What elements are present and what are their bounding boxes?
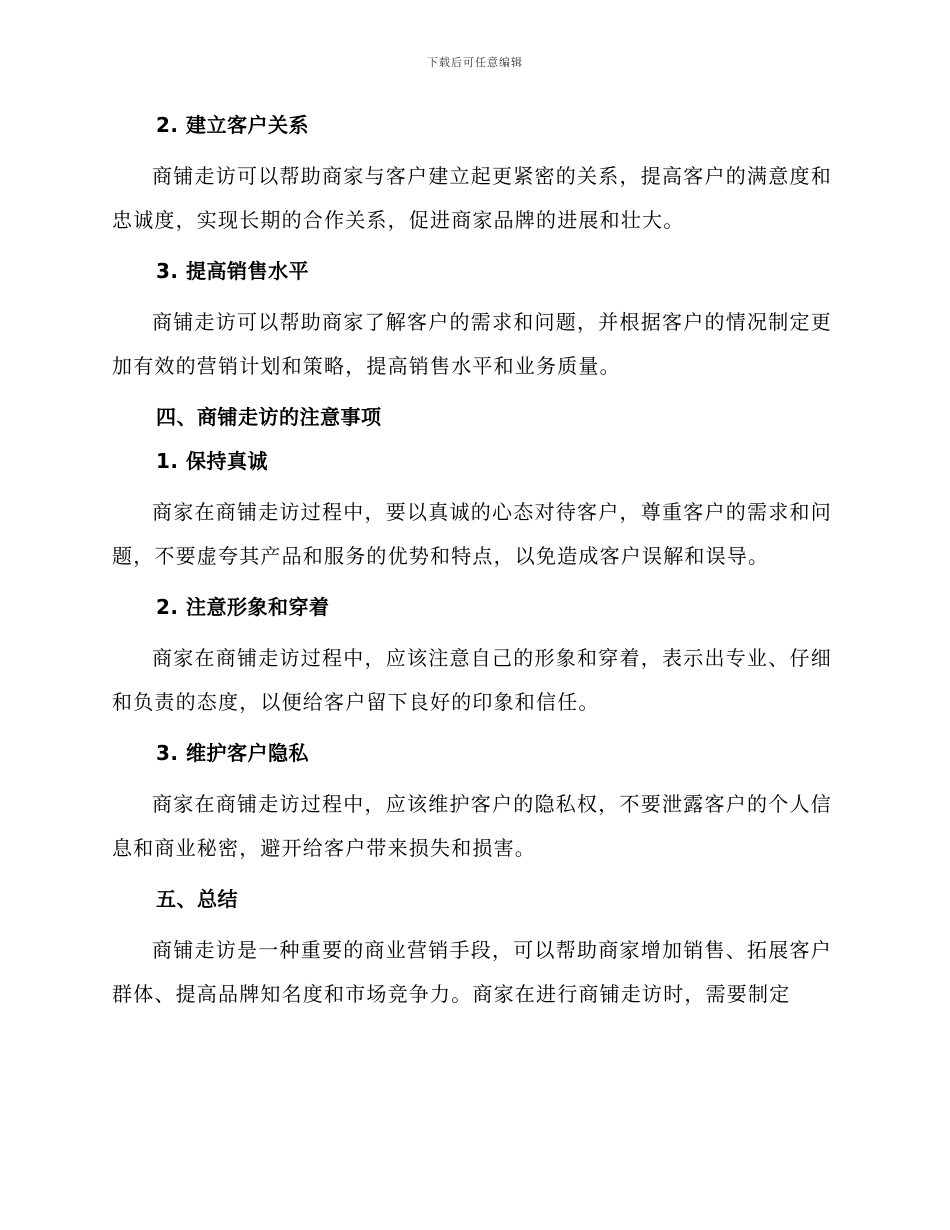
- section-heading-privacy: 3. 维护客户隐私: [156, 741, 309, 765]
- paragraph-sincerity: 商家在商铺走访过程中，要以真诚的心态对待客户，尊重客户的需求和问题，不要虚夸其产品和服务的优势和特点，以免造成客户误解和误导。: [112, 500, 832, 568]
- paragraph-appearance: 商家在商铺走访过程中，应该注意自己的形象和穿着，表示出专业、仔细和负责的态度，以便给客户留下良好的印象和信任。: [112, 646, 832, 714]
- section-heading-appearance: 2. 注意形象和穿着: [156, 595, 330, 619]
- section-heading-build-relationship: 2. 建立客户关系: [156, 113, 309, 137]
- document-body: [112, 110, 832, 1016]
- chapter-heading-summary: 五、总结: [156, 887, 238, 911]
- paragraph-build-relationship: 商铺走访可以帮助商家与客户建立起更紧密的关系，提高客户的满意度和忠诚度，实现长期的合作关系，促进商家品牌的进展和壮大。: [112, 164, 832, 232]
- section-heading-improve-sales: 3. 提高销售水平: [156, 259, 309, 283]
- paragraph-summary: 商铺走访是一种重要的商业营销手段，可以帮助商家增加销售、拓展客户群体、提高品牌知名度和市场竞争力。商家在进行商铺走访时，需要制定: [112, 938, 832, 1006]
- chapter-heading-precautions: 四、商铺走访的注意事项: [156, 405, 382, 429]
- paragraph-improve-sales: 商铺走访可以帮助商家了解客户的需求和问题，并根据客户的情况制定更加有效的营销计划和策略，提高销售水平和业务质量。: [112, 310, 832, 378]
- section-heading-sincerity: 1. 保持真诚: [156, 449, 268, 473]
- paragraph-privacy: 商家在商铺走访过程中，应该维护客户的隐私权，不要泄露客户的个人信息和商业秘密，避开给客户带来损失和损害。: [112, 792, 832, 860]
- header-note: 下载后可任意编辑: [427, 56, 523, 69]
